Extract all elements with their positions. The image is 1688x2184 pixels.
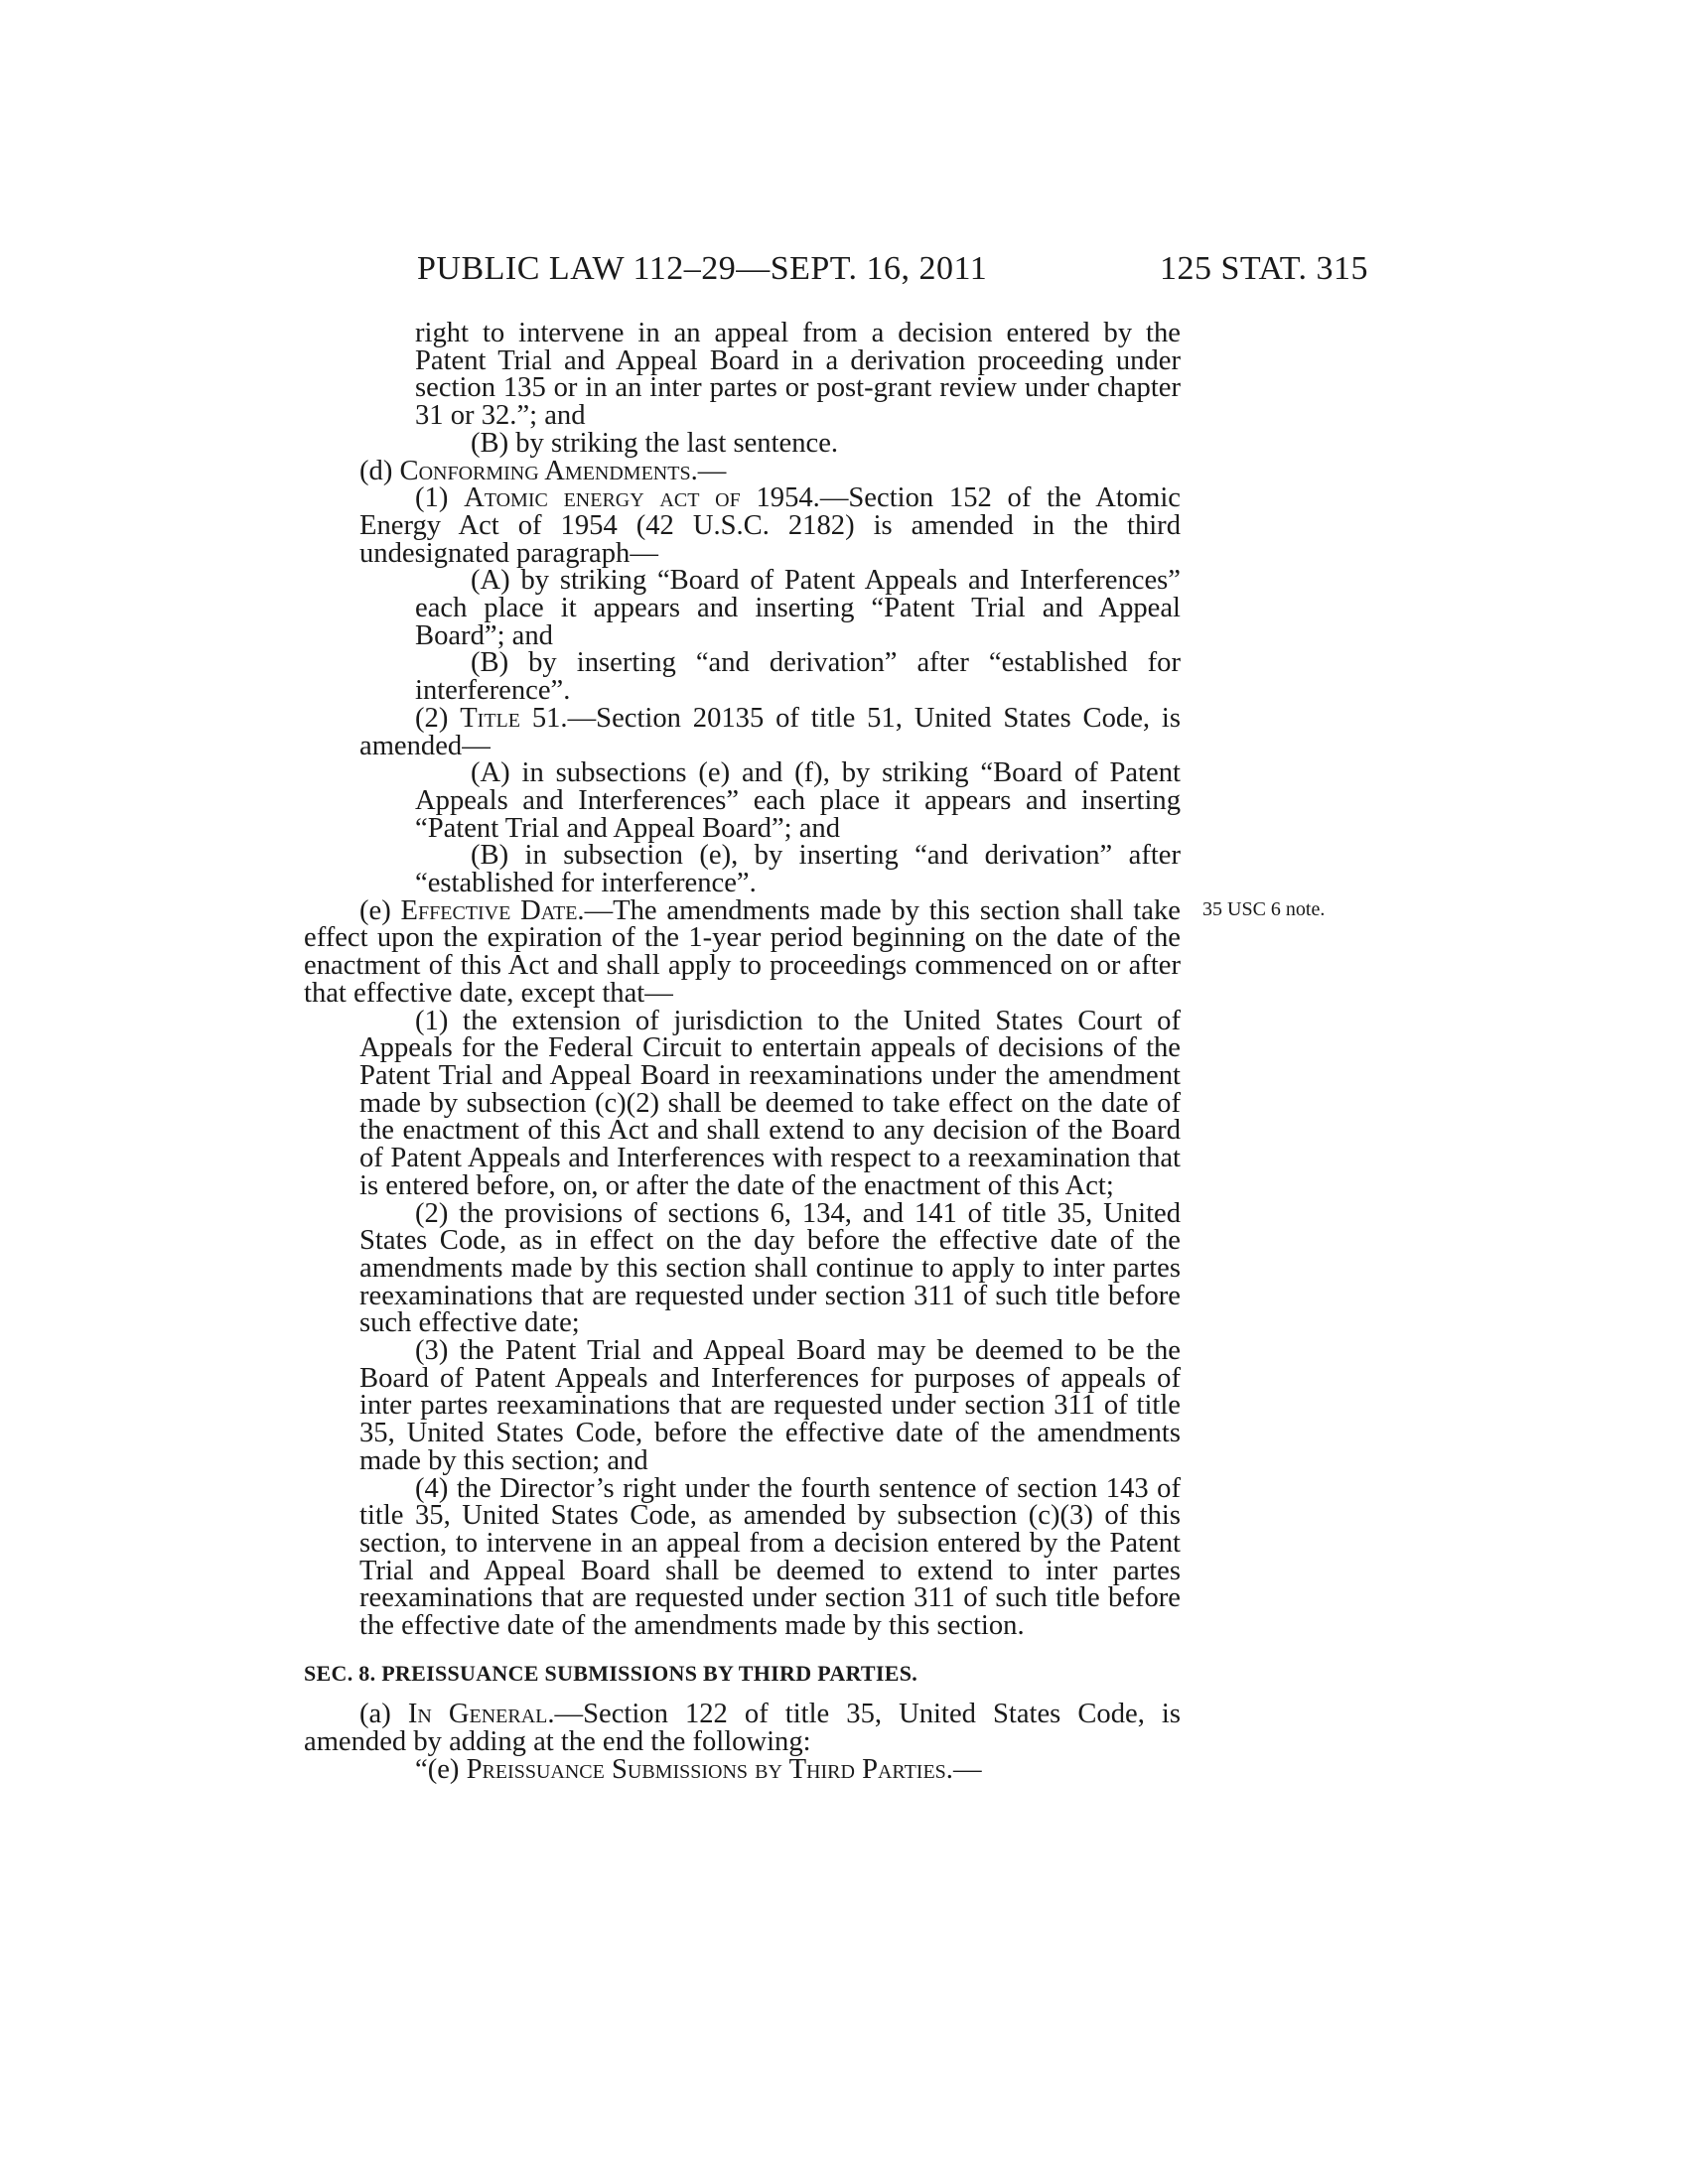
document-body [304, 320, 1181, 1784]
paragraph-e-prefix: (e) [359, 894, 401, 926]
paragraph-c-b: (B) by striking the last sentence. [471, 427, 839, 459]
paragraph-e-heading: Effective Date. [400, 894, 585, 926]
paragraph-e-text: —The amendments made by this section shall take effect upon the expiration of the 1-year period beginning on the date of the enactment of this Act and shall apply to proceedings commenced on or after that effective date, except that— [304, 894, 1181, 1009]
paragraph-d-2-b: (B) in subsection (e), by inserting “and derivation” after “established for interference”. [415, 840, 1181, 899]
margin-note: 35 USC 6 note. [1202, 898, 1326, 920]
paragraph-d-1-heading: Atomic energy act of 1954. [464, 482, 820, 514]
running-head-title: PUBLIC LAW 112–29—SEPT. 16, 2011 [417, 250, 988, 287]
paragraph-e-4: (4) the Director’s right under the fourth sentence of section 143 of title 35, United States Code, as amended by subsection (c)(3) of this section, to intervene in an appeal from a decision entered by the Patent Trial and Appeal Board shall be deemed to extend to inter partes reexaminations that are requested under section 311 of such title before the effective date of the amendments made by this section. [359, 1472, 1181, 1642]
section-heading: SEC. 8. PREISSUANCE SUBMISSIONS BY THIRD PARTIES. [304, 1660, 918, 1686]
paragraph-sec8-e-heading: Preissuance Submissions by Third Parties. [466, 1753, 953, 1785]
paragraph-e-1: (1) the extension of jurisdiction to the United States Court of Appeals for the Federal Circuit to entertain appeals of decisions of the Patent Trial and Appeal Board in reexaminations under the amendment made by subsection (c)(2) shall be deemed to take effect on the date of the enactment of this Act and shall extend to any decision of the Board of Patent Appeals and Interferences with respect to a reexamination that is entered before, on, or after the date of the enactment of this Act; [359, 1005, 1181, 1201]
paragraph-d-1-a: (A) by striking “Board of Patent Appeals and Interferences” each place it appears and inserting “Patent Trial and Appeal Board”; and [415, 565, 1181, 651]
paragraph-continuation: right to intervene in an appeal from a decision entered by the Patent Trial and Appeal Board in a derivation proceeding under section 135 or in an inter partes or post-grant review under chapter 31 or 32.”; and [415, 318, 1181, 432]
paragraph-d-prefix: (d) [359, 455, 400, 486]
stat-page-number: 125 STAT. 315 [1160, 250, 1368, 287]
paragraph-sec8-a [304, 1699, 1181, 1758]
paragraph-d-1-prefix: (1) [415, 482, 465, 514]
paragraph-d-heading: Conforming Amendments. [399, 455, 698, 486]
paragraph-d-2-prefix: (2) [415, 702, 461, 734]
paragraph-d-1-b: (B) by inserting “and derivation” after “established for interference”. [415, 647, 1181, 707]
paragraph-d-1-text: —Section 152 of the Atomic Energy Act of 1954 (42 U.S.C. 2182) is amended in the third undesignated paragraph— [359, 482, 1181, 569]
paragraph-sec8-a-heading: In General. [407, 1699, 555, 1730]
paragraph-d [304, 455, 1181, 486]
paragraph-sec8-a-text: —Section 122 of title 35, United States Code, is amended by adding at the end the following: [304, 1699, 1181, 1758]
paragraph-sec8-e [304, 1753, 1181, 1785]
paragraph-d-2-a: (A) in subsections (e) and (f), by striking “Board of Patent Appeals and Interferences” each place it appears and inserting “Patent Trial and Appeal Board”; and [415, 757, 1181, 844]
paragraph-sec8-a-prefix: (a) [359, 1699, 408, 1730]
paragraph-d-1 [304, 484, 1181, 567]
paragraph-e-2: (2) the provisions of sections 6, 134, and 141 of title 35, United States Code, as in effect on the day before the effective date of the amendments made by this section shall continue to apply to inter partes reexaminations that are requested under section 311 of such title before such effective date; [359, 1197, 1181, 1339]
paragraph-d-suffix: — [697, 455, 727, 486]
paragraph-e [304, 894, 1181, 1009]
paragraph-d-2 [304, 702, 1181, 761]
paragraph-sec8-e-suffix: — [952, 1753, 982, 1785]
paragraph-d-2-text: —Section 20135 of title 51, United States Code, is amended— [359, 702, 1181, 761]
paragraph-e-3: (3) the Patent Trial and Appeal Board may be deemed to be the Board of Patent Appeals and Interferences for purposes of appeals of inter partes reexaminations that are requested under section 311 of title 35, United States Code, before the effective date of the amendments made by this section; and [359, 1335, 1181, 1476]
paragraph-d-2-heading: Title 51. [460, 702, 568, 734]
paragraph-sec8-e-prefix: “(e) [415, 1753, 467, 1785]
